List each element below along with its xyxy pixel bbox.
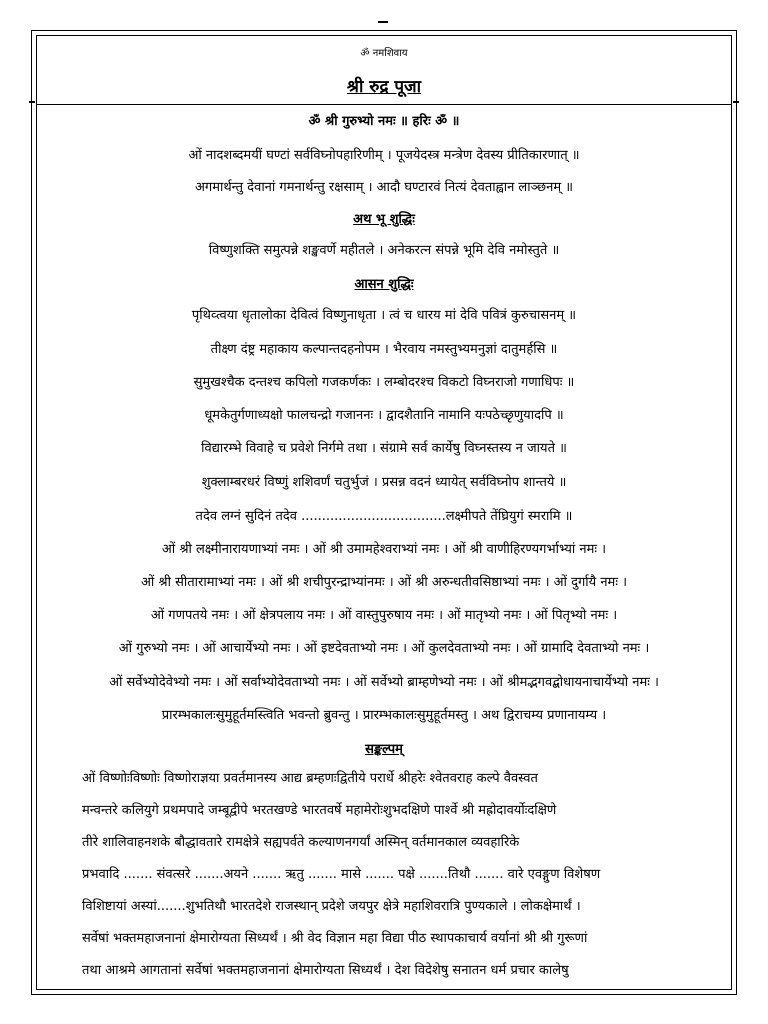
guru-salutation: ॐ श्री गुरुभ्यो नमः ॥ हरिः ॐ ॥ — [308, 114, 460, 129]
section-heading-sankalpam: सङ्कल्पम् — [365, 742, 403, 757]
section-heading-bhu-shuddhi: अथ भू शुद्धिः — [353, 212, 415, 227]
invocation-line: ओं गणपतये नमः । ओं क्षेत्रपलाय नमः । ओं वास्तुपुरुषाय नमः । ओं मातृभ्यो नमः । ओं पितृभ्यो नमः । — [150, 608, 618, 623]
invocation-line: ओं श्री लक्ष्मीनारायणाभ्यां नमः । ओं श्री उमामहेश्वराभ्यां नमः । ओं श्री वाणीहिरण्यगर्भाभ्यां नमः । — [161, 542, 607, 557]
invocation-line: ॐ नमशिवाय — [360, 48, 408, 59]
page-top-mark — [378, 21, 388, 23]
verse-line: शुक्लाम्बरधरं विष्णुं शशिवर्णं चतुर्भुजं । प्रसन्न वदनं ध्यायेत् सर्वविघ्नोप शान्तये ॥ — [201, 475, 567, 490]
verse-line: अगमार्थन्तु देवानां गमनार्थन्तु रक्षसाम् । आदौ घण्टारवं नित्यं देवताह्वान लाञ्छनम् ॥ — [194, 180, 574, 195]
sankalpa-line: तथा आश्रमे आगतानां सर्वेषां भक्तमहाजनानां क्षेमारोग्यता सिध्यर्थं । देश विदेशेषु सनातन धर्म प्रचार कालेषु — [82, 963, 569, 978]
verse-line: विष्णुशक्ति समुत्पन्ने शङ्खवर्णे महीतले । अनेकरत्न संपन्ने भूमि देवि नमोस्तुते ॥ — [208, 243, 560, 258]
sankalpa-line: सर्वेषां भक्तमहाजनानां क्षेमारोग्यता सिध्यर्थं । श्री वेद विज्ञान महा विद्या पीठ स्थापकाचार्य वर्यानां श्री श्री गुरूणां — [82, 931, 588, 946]
right-edge-mark — [733, 101, 739, 103]
invocation-line: ओं सर्वेभ्योदेवेभ्यो नमः । ओं सर्वाभ्योदेवताभ्यो नमः । ओं सर्वेभ्यो ब्राम्हणेभ्यो नमः । ओं श्रीमद्भगवद्बोधायनाचार्येभ्यो नमः । — [109, 675, 659, 690]
invocation-line: ओं श्री सीतारामाभ्यां नमः । ओं श्री शचीपुरन्द्राभ्यांनमः । ओं श्री अरुन्धतीवसिष्ठाभ्यां नमः । ओं दुर्गायै नमः । — [140, 575, 628, 590]
title-divider — [36, 104, 732, 105]
left-edge-mark — [29, 101, 35, 103]
section-heading-asana-shuddhi: आसन शुद्धिः — [354, 277, 414, 292]
verse-line: विद्यारम्भे विवाहे च प्रवेशे निर्गमे तथा । संग्रामे सर्व कार्येषु विघ्नस्तस्य न जायते ॥ — [201, 441, 567, 456]
sankalpa-line: मन्वन्तरे कलियुगे प्रथमपादे जम्बूद्वीपे भरतखण्डे भारतवर्षे महामेरोःशुभदक्षिणे पार्श्वे श्री मह्रोदावर्योःदक्षिणे — [82, 803, 557, 818]
sankalpa-line: ओं विष्णोःविष्णोः विष्णोराज्ञया प्रवर्तमानस्य आद्य ब्रम्हणःद्वितीये परार्धे श्रीहरेः श्वेतवराह कल्पे वैवस्वत — [82, 771, 538, 786]
verse-line: तीक्ष्ण दंष्ट्र महाकाय कल्पान्तदहनोपम । भैरवाय नमस्तुभ्यमनुज्ञां दातुमर्हसि ॥ — [210, 342, 558, 357]
sankalpa-line: प्रभवादि ....... संवत्सरे .......अयने ....... ऋतु ....... मासे ....... पक्षे .......तिथौ ....... वारे एवङ्गुण विशेषण — [82, 867, 601, 882]
sankalpa-line: विशिष्टायां अस्यां.......शुभतिथौ भारतदेशे राजस्थान् प्रदेशे जयपुर क्षेत्रे महाशिवरात्रि पुण्यकाले । लोकक्षेमार्थं । — [82, 899, 581, 914]
verse-line: धूमकेतुर्गणाध्यक्षो फालचन्द्रो गजाननः । द्वादशैतानि नामानि यःपठेच्छृणुयादपि ॥ — [204, 408, 564, 423]
verse-line: सुमुखश्चैक दन्तश्च कपिलो गजकर्णकः । लम्बोदरश्च विकटो विघ्नराजो गणाधिपः ॥ — [193, 375, 575, 390]
verse-line: तदेव लग्नं सुदिनं तदेव ...................................लक्ष्मीपते तेंघ्रियुगं स्मरामि ॥ — [195, 509, 573, 524]
sankalpa-line: तीरे शालिवाहनशके बौद्धावतारे रामक्षेत्रे सह्यपर्वते कल्याणनगर्यां अस्मिन् वर्तमानकाल व्यवहारिके — [82, 835, 520, 850]
invocation-line: ओं गुरुभ्यो नमः । ओं आचार्येभ्यो नमः । ओं इष्टदेवताभ्यो नमः । ओं कुलदेवताभ्यो नमः । ओं ग्रामादि देवताभ्यो नमः । — [118, 641, 650, 656]
invocation-line: प्रारम्भकालःसुमुहूर्तमस्त्विति भवन्तो ब्रुवन्तु । प्रारम्भकालःसुमुहूर्तमस्तु । अथ द्विराचम्य प्रणानायम्य । — [161, 708, 607, 723]
verse-line: पृथिव्त्वया धृतालोका देवित्वं विष्णुनाधृता । त्वं च धारय मां देवि पवित्रं कुरुचासनम् ॥ — [191, 308, 577, 323]
verse-line: ओं नादशब्दमयीं घण्टां सर्वविघ्नोपहारिणीम् । पूजयेदस्त्र मन्त्रेण देवस्य प्रीतिकारणात् ॥ — [188, 148, 580, 163]
page-title: श्री रुद्र पूजा — [346, 77, 422, 97]
